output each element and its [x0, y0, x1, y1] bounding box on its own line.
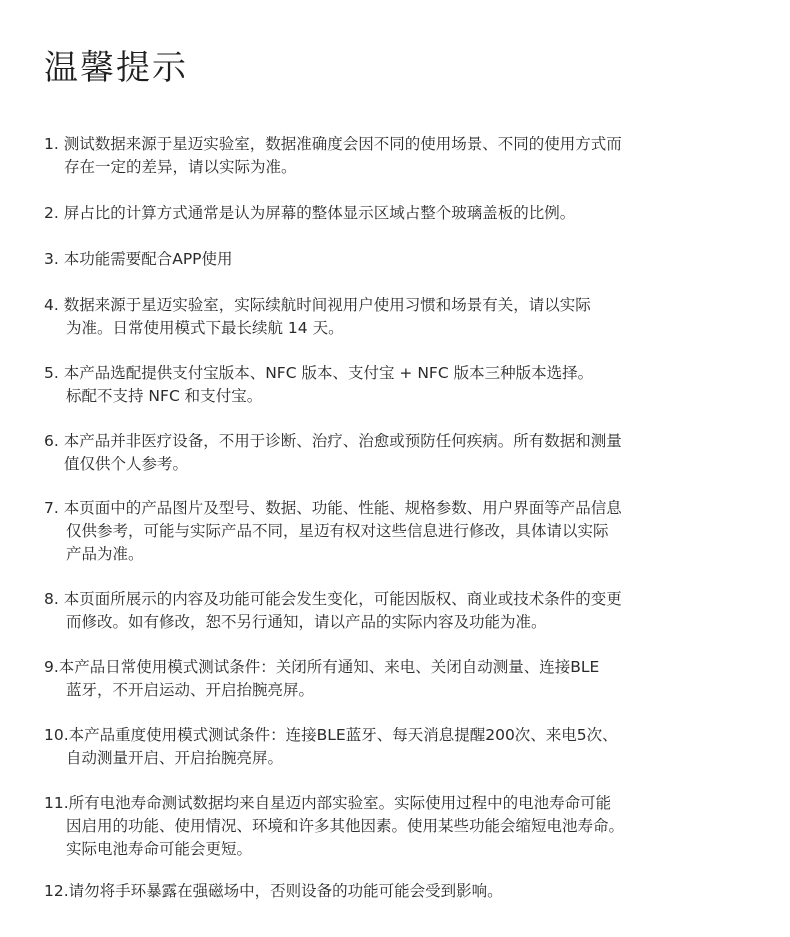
notice-line: 3. 本功能需要配合APP使用 — [44, 250, 233, 268]
notice-line: 蓝牙，不开启运动、开启抬腕亮屏。 — [66, 681, 315, 699]
notice-line: 6. 本产品并非医疗设备，不用于诊断、治疗、治愈或预防任何疾病。所有数据和测量 — [44, 432, 622, 450]
notice-line: 5. 本产品选配提供支付宝版本、NFC 版本、支付宝 + NFC 版本三种版本选择。 — [44, 364, 594, 382]
notice-item-7 — [44, 497, 744, 566]
notice-item-2 — [44, 202, 744, 225]
notice-line: 为准。日常使用模式下最长续航 14 天。 — [66, 319, 344, 337]
notice-item-1 — [44, 133, 744, 179]
notice-line: 7. 本页面中的产品图片及型号、数据、功能、性能、规格参数、用户界面等产品信息 — [44, 499, 622, 517]
notice-line: 自动测量开启、开启抬腕亮屏。 — [66, 749, 284, 767]
notice-line: 值仅供个人参考。 — [64, 455, 189, 473]
notice-line: 标配不支持 NFC 和支付宝。 — [66, 387, 263, 405]
notice-item-11 — [44, 792, 744, 861]
notice-line: 而修改。如有修改，恕不另行通知，请以产品的实际内容及功能为准。 — [66, 613, 547, 631]
notice-line: 2. 屏占比的计算方式通常是认为屏幕的整体显示区域占整个玻璃盖板的比例。 — [44, 204, 576, 222]
notice-item-4 — [44, 294, 744, 340]
notice-line: 10.本产品重度使用模式测试条件：连接BLE蓝牙、每天消息提醒200次、来电5次、 — [44, 726, 618, 744]
notice-line: 4. 数据来源于星迈实验室，实际续航时间视用户使用习惯和场景有关，请以实际 — [44, 296, 591, 314]
notice-item-12 — [44, 880, 744, 903]
notice-line: 11.所有电池寿命测试数据均来自星迈内部实验室。实际使用过程中的电池寿命可能 — [44, 794, 612, 812]
notice-item-9 — [44, 656, 744, 702]
notice-line: 因启用的功能、使用情况、环境和许多其他因素。使用某些功能会缩短电池寿命。 — [66, 817, 625, 835]
notice-line: 12.请勿将手环暴露在强磁场中，否则设备的功能可能会受到影响。 — [44, 882, 503, 900]
notice-line: 产品为准。 — [66, 545, 144, 563]
notice-item-10 — [44, 724, 744, 770]
notice-line: 9.本产品日常使用模式测试条件：关闭所有通知、来电、关闭自动测量、连接BLE — [44, 658, 600, 676]
notice-item-8 — [44, 588, 744, 634]
notice-line: 1. 测试数据来源于星迈实验室，数据准确度会因不同的使用场景、不同的使用方式而 — [44, 135, 622, 153]
notice-line: 存在一定的差异，请以实际为准。 — [64, 158, 297, 176]
notice-line: 8. 本页面所展示的内容及功能可能会发生变化，可能因版权、商业或技术条件的变更 — [44, 590, 622, 608]
notice-line: 仅供参考，可能与实际产品不同，星迈有权对这些信息进行修改，具体请以实际 — [66, 522, 609, 540]
notice-item-3 — [44, 248, 744, 271]
page-title: 温馨提示 — [44, 48, 188, 88]
notice-line: 实际电池寿命可能会更短。 — [66, 840, 253, 858]
notice-item-6 — [44, 430, 744, 476]
notice-item-5 — [44, 362, 744, 408]
